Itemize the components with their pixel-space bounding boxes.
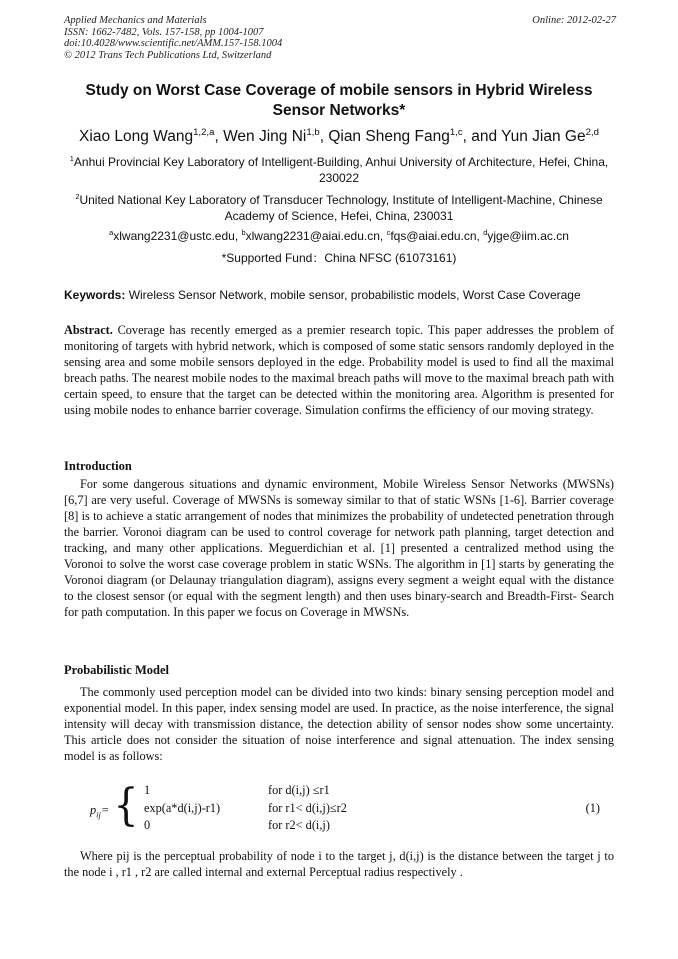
email-text: xlwang2231@ustc.edu,: [113, 229, 242, 243]
email-sup: b: [241, 228, 246, 237]
publication-header: [64, 15, 616, 61]
copyright-line: © 2012 Trans Tech Publications Ltd, Switzerland: [64, 49, 272, 61]
email-text: xlwang2231@aiai.edu.cn,: [245, 229, 387, 243]
keywords-label: Keywords:: [64, 288, 126, 302]
affiliation-sup: 1: [69, 154, 74, 163]
doi-line: doi:10.4028/www.scientific.net/AMM.157-158.1004: [64, 38, 283, 49]
affiliation-text: Anhui Provincial Key Laboratory of Intelligent-Building, Anhui University of Architecture, Hefei, China, 230022: [73, 155, 609, 185]
equation-1: [64, 781, 614, 837]
issn-line: ISSN: 1662-7482, Vols. 157-158, pp 1004-1007: [64, 26, 264, 38]
affiliation-2: [56, 193, 622, 224]
author-sup: 1,2,a: [193, 126, 215, 138]
email-list: [40, 229, 638, 245]
affiliation-text: United National Key Laboratory of Transducer Technology, Institute of Intelligent-Machine, Chinese Academy of Science, Hefei, China, 230031: [79, 193, 603, 223]
author-name: Yun Jian Ge: [501, 128, 586, 145]
affiliation-sup: 2: [75, 192, 80, 201]
author-name: Wen Jing Ni: [223, 128, 307, 145]
paper-title: Study on Worst Case Coverage of mobile sensors in Hybrid Wireless Sensor Networks*: [85, 82, 593, 119]
equation-condition: for d(i,j) ≤r1: [268, 783, 330, 797]
equation-condition: for r2< d(i,j): [268, 818, 330, 832]
author-name: Xiao Long Wang: [79, 128, 194, 145]
email-text: yjge@iim.ac.cn: [487, 229, 569, 243]
author-sup: 1,c: [449, 126, 463, 138]
equation-lhs-eq: =: [100, 803, 110, 817]
equation-lhs: [90, 803, 109, 819]
section-heading-introduction: Introduction: [64, 459, 132, 473]
equation-number: (1): [585, 801, 600, 815]
equation-lhs-sub: ij: [96, 809, 101, 820]
author-sep: ,: [319, 128, 329, 145]
keywords-text: Wireless Sensor Network, mobile sensor, probabilistic models, Worst Case Coverage: [125, 288, 581, 302]
email-sup: a: [109, 228, 114, 237]
fund-note: *Supported Fund：China NFSC (61073161): [221, 251, 457, 265]
email-text: fqs@aiai.edu.cn,: [390, 229, 484, 243]
online-date: Online: 2012-02-27: [532, 15, 616, 26]
email-sup: d: [483, 228, 488, 237]
probabilistic-paragraph: The commonly used perception model can be divided into two kinds: binary sensing perception model and exponential model. In this paper, index sensing model are used. In practice, as the noise interference, the signal intensity will decay with transmission distance, the detection ability of sensor nodes show some uncertainty. This article does not consider the situation of noise interference and signal attenuation. The index sensing model is as follows:: [64, 685, 614, 763]
email-sup: c: [386, 228, 391, 237]
affiliation-1: [56, 155, 622, 186]
author-list: [40, 127, 638, 147]
abstract-label: Abstract.: [64, 323, 113, 337]
author-sep: ,: [214, 128, 224, 145]
equation-lhs-symbol: p: [90, 803, 97, 817]
equation-value: 0: [144, 818, 151, 832]
equation-value: 1: [144, 783, 151, 797]
section-heading-probabilistic-model: Probabilistic Model: [64, 663, 169, 677]
author-sup: 2,d: [585, 126, 599, 138]
journal-name: Applied Mechanics and Materials: [64, 15, 207, 26]
author-sup: 1,b: [306, 126, 320, 138]
abstract: [64, 322, 614, 418]
equation-condition: for r1< d(i,j)≤r2: [268, 801, 347, 815]
keywords: [64, 288, 624, 303]
equation-brace: {: [113, 780, 139, 831]
introduction-paragraph: For some dangerous situations and dynamic environment, Mobile Wireless Sensor Networks (MWSNs) [6,7] are very useful. Coverage of MWSNs is someway similar to that of static WSNs [1-6]. Barrier coverage [8] is to achieve a static arrangement of nodes that minimizes the probability of undetected penetration through the barrier. Voronoi diagram can be used to control coverage for network path planning, target detection and tracking, and many other applications. Meguerdichian et al. [1] presented a centralized method using the Voronoi to solve the worst case coverage problem in static WSNs. The algorithm in [1] starts by generating the Voronoi diagram (or Delaunay triangulation diagram), assigns every segment a weight equal with the distance to the closest sensor (or equal with the segment length) and then uses binary-search and Breadth-First- Search for path computation. In this paper we focus on Coverage in MWSNs.: [64, 477, 614, 619]
author-name: Qian Sheng Fang: [328, 128, 450, 145]
where-paragraph: Where pij is the perceptual probability of node i to the target j, d(i,j) is the distance between the target j to the node i , r1 , r2 are called internal and external Perceptual radius respectively .: [64, 849, 614, 879]
equation-value: exp(a*d(i,j)-r1): [144, 801, 221, 815]
author-sep: , and: [462, 128, 502, 145]
abstract-text: Coverage has recently emerged as a premier research topic. This paper addresses the problem of monitoring of targets with hybrid network, which is composed of some static sensors randomly deployed in the sensing area and some mobile sensors deployed in the edge. Probability model is used to find all the maximal breach paths. The nearest mobile nodes to the maximal breach paths will move to the maximal breach path with certain speed, to ensure that the target can be detected within the monitoring area. Algorithm is presented for using mobile nodes to enhance barrier coverage. Simulation confirms the efficiency of our moving strategy.: [64, 323, 614, 417]
